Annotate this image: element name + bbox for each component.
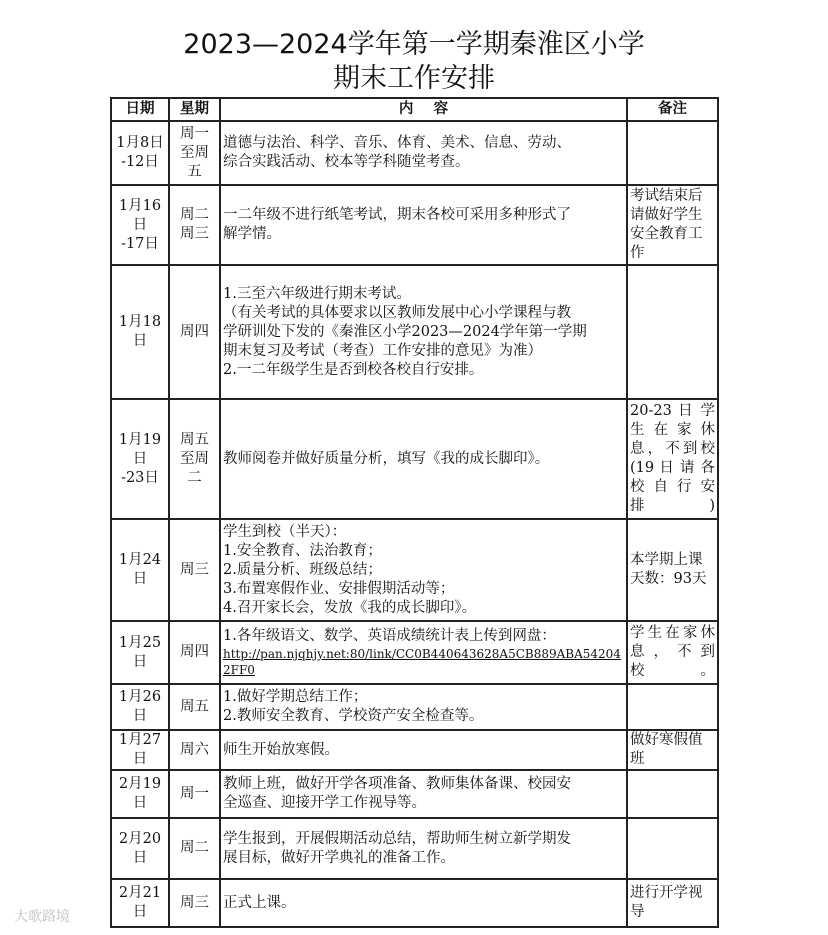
- content-cell-line: 解学情。: [223, 226, 281, 242]
- table-row: [111, 770, 718, 818]
- table-header-row: [111, 98, 718, 121]
- note-cell-line: 排): [630, 498, 715, 514]
- weekday-cell: [169, 818, 220, 879]
- header-note: 备注: [627, 98, 718, 121]
- note-cell: [627, 185, 718, 265]
- netdisk-link[interactable]: http://pan.njqhjy.net:80/link/CC0B440643628A5CB889ABA542042FF0: [223, 647, 621, 677]
- note-cell: [627, 399, 718, 519]
- content-cell-line: 2.质量分析、班级总结；: [223, 561, 382, 578]
- content-cell-line: 教师阅卷并做好质量分析，填写《我的成长脚印》。: [223, 450, 550, 467]
- content-cell: [220, 621, 627, 684]
- date-cell: [111, 519, 169, 621]
- date-cell-line: -17日: [121, 235, 159, 252]
- date-cell-line: 日: [132, 653, 148, 670]
- content-cell: [220, 879, 627, 927]
- date-cell-line: 日: [132, 849, 148, 866]
- note-cell-line: 导: [630, 904, 645, 920]
- date-cell-line: 2月20: [118, 830, 162, 847]
- weekday-cell-line: 至周: [180, 450, 209, 467]
- date-cell-line: -23日: [121, 469, 159, 486]
- date-cell-line: 1月19: [118, 431, 162, 448]
- weekday-cell: [169, 185, 220, 265]
- note-cell: [627, 265, 718, 399]
- content-cell: [220, 121, 627, 185]
- content-cell: [220, 684, 627, 730]
- weekday-cell-line: 周四: [180, 644, 209, 660]
- content-cell-line: 正式上课。: [223, 894, 296, 911]
- note-cell-line: 校。: [630, 663, 715, 679]
- weekday-cell-line: 周二: [180, 207, 209, 223]
- content-cell-line: 1.各年级语文、数学、英语成绩统计表上传到网盘：: [223, 628, 556, 644]
- note-cell-line: 进行开学视: [630, 885, 703, 901]
- note-cell: [627, 770, 718, 818]
- date-cell-line: 1月18: [118, 314, 162, 330]
- content-cell-line: （有关考试的具体要求以区教师发展中心小学课程与教: [223, 304, 571, 321]
- weekday-cell-line: 周五: [180, 698, 209, 715]
- note-cell-line: (19 日 请 各: [630, 460, 715, 476]
- weekday-cell: [169, 399, 220, 519]
- date-cell: [111, 818, 169, 879]
- table-row: [111, 519, 718, 621]
- content-cell-line: 3.布置寒假作业、安排假期活动等；: [223, 580, 455, 597]
- note-cell-line: 校 自 行 安: [630, 479, 715, 495]
- content-cell-line: 全巡查、迎接开学工作视导等。: [223, 795, 426, 811]
- note-cell: [627, 879, 718, 927]
- weekday-cell: [169, 684, 220, 730]
- date-cell: [111, 399, 169, 519]
- content-cell: [220, 519, 627, 621]
- watermark: 大歌路境: [14, 909, 70, 925]
- content-cell-line: 学生到校（半天）：: [223, 523, 347, 540]
- weekday-cell: [169, 730, 220, 770]
- content-cell-line: 教师上班，做好开学各项准备、教师集体备课、校园安: [223, 776, 571, 792]
- note-cell: [627, 818, 718, 879]
- note-cell: [627, 621, 718, 684]
- table-row: [111, 265, 718, 399]
- date-cell-line: 日: [132, 333, 148, 349]
- content-cell-line: 2.教师安全教育、学校资产安全检查等。: [223, 708, 484, 724]
- date-cell-line: 1月27: [118, 732, 162, 748]
- date-cell-line: 日: [132, 904, 148, 920]
- weekday-cell-line: 周五: [180, 431, 209, 448]
- date-cell-line: 2月21: [118, 885, 162, 901]
- content-cell: [220, 185, 627, 265]
- header-content: 内 容: [220, 98, 627, 121]
- weekday-cell: [169, 121, 220, 185]
- note-cell-line: 息，不到校: [630, 441, 715, 457]
- table-row: [111, 879, 718, 927]
- table-row: [111, 730, 718, 770]
- weekday-cell-line: 至周: [180, 144, 209, 161]
- note-cell-line: 20-23 日 学: [630, 403, 715, 419]
- weekday-cell: [169, 519, 220, 621]
- note-cell-line: 安全教育工: [630, 226, 703, 242]
- weekday-cell-line: 二: [187, 469, 202, 486]
- content-cell-line: 一二年级不进行纸笔考试，期末各校可采用多种形式了: [223, 207, 571, 223]
- content-cell: [220, 730, 627, 770]
- table-row: [111, 818, 718, 879]
- note-cell-line: 班: [630, 751, 645, 767]
- note-cell-line: 考试结束后: [630, 188, 703, 204]
- content-cell-line: 学生报到，开展假期活动总结，帮助师生树立新学期发: [223, 830, 571, 847]
- document-title: 2023—2024学年第一学期秦淮区小学: [183, 29, 645, 60]
- date-cell-line: 1月24: [118, 552, 162, 568]
- table-row: [111, 185, 718, 265]
- date-cell: [111, 770, 169, 818]
- note-cell-line: 生 在 家 休: [630, 422, 715, 438]
- date-cell-line: 1月26: [118, 689, 162, 705]
- weekday-cell: [169, 879, 220, 927]
- content-cell-line: 展目标，做好开学典礼的准备工作。: [223, 849, 455, 866]
- content-cell: [220, 265, 627, 399]
- date-cell-line: 日: [132, 708, 148, 724]
- schedule-rows: [111, 121, 718, 927]
- note-cell-line: 作: [630, 245, 645, 261]
- content-cell-line: 4.召开家长会，发放《我的成长脚印》。: [223, 599, 477, 616]
- table-row: [111, 684, 718, 730]
- note-cell: [627, 730, 718, 770]
- weekday-cell-line: 周三: [180, 226, 209, 242]
- date-cell-line: 日: [132, 751, 148, 767]
- content-cell-line: 综合实践活动、校本等学科随堂考查。: [223, 154, 470, 170]
- weekday-cell-line: 周一: [180, 125, 209, 142]
- weekday-cell-line: 周三: [180, 561, 209, 578]
- content-cell-line: 1.做好学期总结工作；: [223, 689, 368, 705]
- weekday-cell-line: 周六: [180, 741, 209, 758]
- date-cell-line: 日: [132, 216, 148, 233]
- weekday-cell-line: 五: [187, 163, 202, 180]
- date-cell-line: 1月16: [118, 197, 162, 214]
- note-cell: [627, 121, 718, 185]
- date-cell: [111, 730, 169, 770]
- note-cell: [627, 684, 718, 730]
- table-row: [111, 399, 718, 519]
- header-weekday: 星期: [169, 98, 220, 121]
- date-cell-line: 1月8日: [116, 135, 164, 151]
- note-cell-line: 请做好学生: [630, 207, 703, 223]
- weekday-cell-line: 周一: [180, 785, 209, 802]
- date-cell: [111, 185, 169, 265]
- content-cell-line: 学研训处下发的《秦淮区小学2023—2024学年第一学期: [223, 323, 587, 340]
- schedule-table: [110, 97, 719, 928]
- note-cell-line: 本学期上课: [630, 552, 703, 568]
- content-cell: [220, 770, 627, 818]
- date-cell-line: 日: [132, 450, 148, 467]
- content-cell-line: 期末复习及考试（考查）工作安排的意见》为准）: [223, 342, 542, 359]
- date-cell-line: 日: [132, 795, 148, 811]
- weekday-cell: [169, 770, 220, 818]
- content-cell-line: 2.一二年级学生是否到校各校自行安排。: [223, 361, 484, 378]
- date-cell-line: 日: [132, 571, 148, 587]
- header-date: 日期: [111, 98, 169, 121]
- content-cell-line: 道德与法治、科学、音乐、体育、美术、信息、劳动、: [223, 135, 571, 151]
- date-cell: [111, 621, 169, 684]
- content-cell-line: 师生开始放寒假。: [223, 741, 339, 758]
- document-subtitle: 期末工作安排: [333, 63, 495, 94]
- note-cell-line: 息 ， 不 到: [630, 644, 715, 660]
- date-cell: [111, 265, 169, 399]
- content-cell: [220, 399, 627, 519]
- note-cell-line: 做好寒假值: [630, 732, 703, 748]
- table-row: [111, 621, 718, 684]
- weekday-cell-line: 周三: [180, 894, 209, 911]
- table-row: [111, 121, 718, 185]
- date-cell: [111, 879, 169, 927]
- date-cell: [111, 121, 169, 185]
- content-cell-line: 1.安全教育、法治教育；: [223, 542, 382, 559]
- weekday-cell: [169, 265, 220, 399]
- weekday-cell: [169, 621, 220, 684]
- date-cell: [111, 684, 169, 730]
- note-cell: [627, 519, 718, 621]
- date-cell-line: -12日: [121, 154, 159, 170]
- date-cell-line: 1月25: [118, 634, 162, 651]
- weekday-cell-line: 周二: [180, 840, 209, 856]
- content-cell-line: 1.三至六年级进行期末考试。: [223, 285, 411, 302]
- note-cell-line: 学生在家休: [630, 625, 715, 641]
- weekday-cell-line: 周四: [180, 323, 209, 340]
- date-cell-line: 2月19: [118, 776, 162, 792]
- content-cell: [220, 818, 627, 879]
- note-cell-line: 天数：93天: [630, 571, 707, 587]
